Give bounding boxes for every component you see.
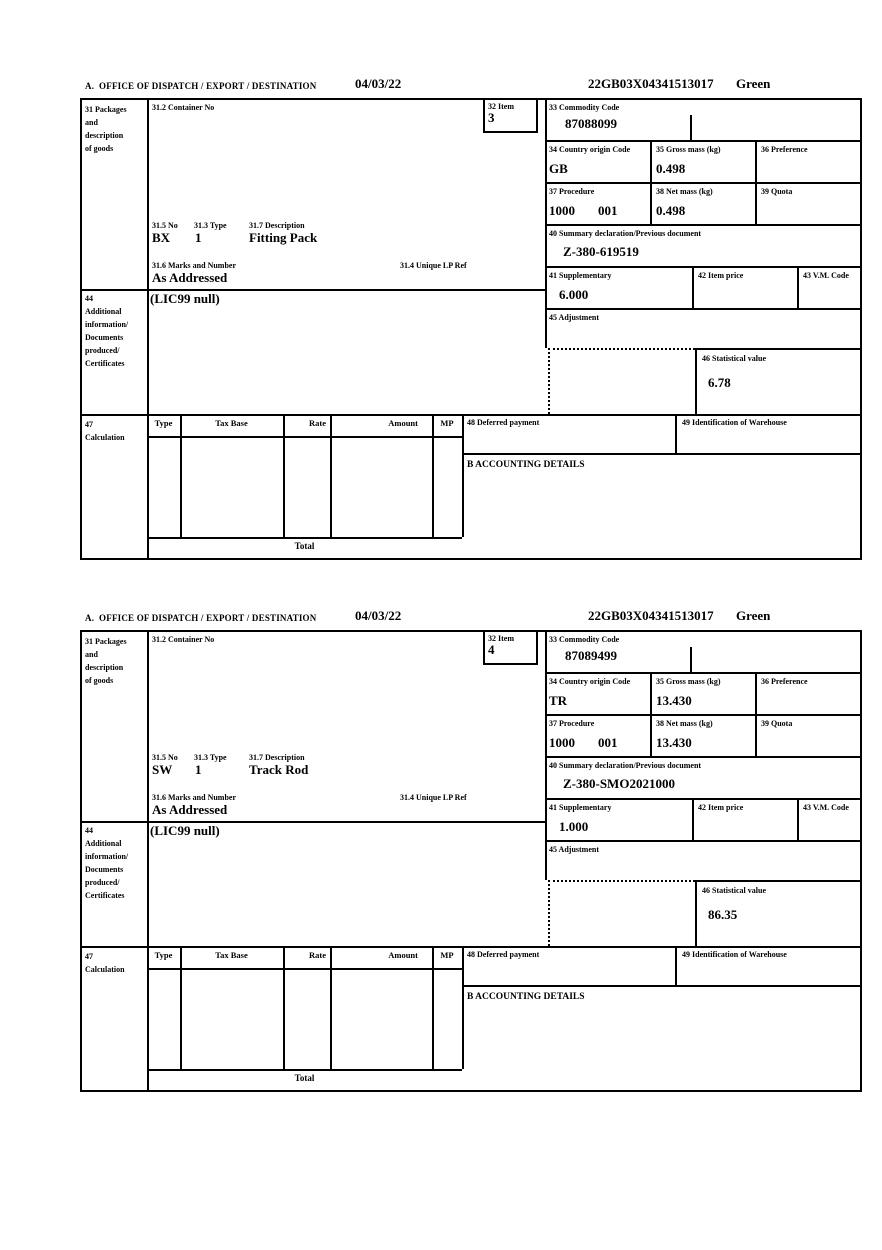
box-31-label-line: and <box>85 118 98 127</box>
calc-total-label: Total <box>294 541 315 551</box>
procedure-value-2: 001 <box>598 735 618 750</box>
calc-col-divider <box>432 946 434 1069</box>
deferred-payment-box <box>462 414 675 455</box>
item-detail-grid <box>80 98 862 560</box>
commodity-code-box <box>545 632 862 674</box>
supplementary-label: 41 Supplementary <box>549 271 612 280</box>
calc-col-divider <box>283 946 285 1069</box>
item-price-box <box>692 268 797 310</box>
calc-col-divider <box>180 414 182 537</box>
calc-col-rate: Rate <box>309 950 326 960</box>
summary-declaration-label: 40 Summary declaration/Previous document <box>549 761 702 770</box>
package-description-label: 31.7 Description <box>249 221 305 230</box>
declaration-date: 04/03/22 <box>355 76 402 91</box>
country-origin-label: 34 Country origin Code <box>549 145 631 154</box>
box-44-label <box>85 824 128 902</box>
box-44-label-line: information/ <box>85 320 129 329</box>
calc-col-type: Type <box>154 418 173 428</box>
country-origin-label: 34 Country origin Code <box>549 677 631 686</box>
container-no-label: 31.2 Container No <box>152 103 215 112</box>
item-number-box <box>483 632 538 665</box>
calc-header-bottom-line <box>147 968 462 970</box>
supplementary-box <box>545 800 692 842</box>
item-number-label: 32 Item <box>488 102 514 111</box>
statistical-value-value: 6.78 <box>708 375 731 390</box>
net-mass-value: 13.430 <box>656 735 692 750</box>
vm-code-box <box>797 800 862 842</box>
package-no-value: BX <box>152 230 171 245</box>
accounting-details-label: B ACCOUNTING DETAILS <box>467 992 585 1002</box>
declaration-date: 04/03/22 <box>355 608 402 623</box>
commodity-code-label: 33 Commodity Code <box>549 103 620 112</box>
net-mass-value: 0.498 <box>656 203 686 218</box>
deferred-payment-label: 48 Deferred payment <box>467 418 540 427</box>
deferred-payment-box <box>462 946 675 987</box>
adjustment-label: 45 Adjustment <box>549 313 600 322</box>
box-31-label-line: 31 Packages <box>85 105 127 114</box>
preference-label: 36 Preference <box>761 145 808 154</box>
calc-col-mp: MP <box>440 950 454 960</box>
procedure-value: 1000 <box>549 735 575 750</box>
commodity-code-subfield-divider <box>690 115 692 142</box>
summary-declaration-box <box>545 226 862 268</box>
dotted-spare-area <box>548 348 695 414</box>
item-price-box <box>692 800 797 842</box>
box-44-label-line: Documents <box>85 333 124 342</box>
net-mass-label: 38 Net mass (kg) <box>656 719 713 728</box>
procedure-value: 1000 <box>549 203 575 218</box>
preference-box <box>755 674 862 716</box>
calc-col-divider <box>283 414 285 537</box>
unique-lp-ref-label: 31.4 Unique LP Ref <box>400 261 467 270</box>
office-of-dispatch-header: A. OFFICE OF DISPATCH / EXPORT / DESTINATION <box>85 81 317 91</box>
procedure-box <box>545 184 650 226</box>
summary-declaration-box <box>545 758 862 800</box>
additional-information-value: (LIC99 null) <box>150 291 220 306</box>
summary-declaration-label: 40 Summary declaration/Previous document <box>549 229 702 238</box>
procedure-box <box>545 716 650 758</box>
vm-code-label: 43 V.M. Code <box>803 803 849 812</box>
office-of-dispatch-header: A. OFFICE OF DISPATCH / EXPORT / DESTINATION <box>85 613 317 623</box>
net-mass-box <box>650 184 755 226</box>
item-price-label: 42 Item price <box>698 803 744 812</box>
gross-mass-label: 35 Gross mass (kg) <box>656 677 721 686</box>
box-44-label-line: Additional <box>85 839 122 848</box>
movement-reference-number: 22GB03X04341513017 <box>588 76 714 91</box>
box-47-label <box>85 418 125 444</box>
label-column-divider <box>147 100 149 558</box>
movement-reference-number: 22GB03X04341513017 <box>588 608 714 623</box>
warehouse-id-box <box>675 414 862 455</box>
box-44-label-line: Documents <box>85 865 124 874</box>
box-31-label <box>85 635 127 687</box>
preference-box <box>755 142 862 184</box>
net-mass-label: 38 Net mass (kg) <box>656 187 713 196</box>
gross-mass-value: 0.498 <box>656 161 686 176</box>
box-47-label <box>85 950 125 976</box>
commodity-code-subfield-divider <box>690 647 692 674</box>
box-44-label-line: Certificates <box>85 359 125 368</box>
package-description-label: 31.7 Description <box>249 753 305 762</box>
statistical-value-box <box>695 880 862 946</box>
commodity-code-label: 33 Commodity Code <box>549 635 620 644</box>
statistical-value-box <box>695 348 862 414</box>
statistical-value-value: 86.35 <box>708 907 738 922</box>
supplementary-value: 6.000 <box>559 287 589 302</box>
calc-col-amount: Amount <box>388 950 418 960</box>
box-44-label-line: 44 <box>85 294 93 303</box>
box-44-label-line: produced/ <box>85 878 120 887</box>
gross-mass-value: 13.430 <box>656 693 692 708</box>
routing-status: Green <box>736 608 771 623</box>
box-44-label-line: information/ <box>85 852 129 861</box>
package-no-value: SW <box>152 762 173 777</box>
dotted-spare-area <box>548 880 695 946</box>
additional-information-value: (LIC99 null) <box>150 823 220 838</box>
vm-code-box <box>797 268 862 310</box>
marks-and-number-label: 31.6 Marks and Number <box>152 261 237 270</box>
package-description-value: Track Rod <box>249 762 309 777</box>
package-description-value: Fitting Pack <box>249 230 318 245</box>
calc-col-rate: Rate <box>309 418 326 428</box>
quota-box <box>755 184 862 226</box>
item-price-label: 42 Item price <box>698 271 744 280</box>
country-origin-box <box>545 674 650 716</box>
quota-label: 39 Quota <box>761 719 793 728</box>
procedure-value-2: 001 <box>598 203 618 218</box>
statistical-value-label: 46 Statistical value <box>702 354 766 363</box>
item-number-value: 4 <box>488 642 495 657</box>
item-number-value: 3 <box>488 110 495 125</box>
calc-body-bottom-line <box>147 537 462 539</box>
marks-and-number-value: As Addressed <box>152 802 228 817</box>
gross-mass-label: 35 Gross mass (kg) <box>656 145 721 154</box>
gross-mass-box <box>650 674 755 716</box>
summary-declaration-value: Z-380-619519 <box>563 244 639 259</box>
declaration-item-section <box>80 608 862 1096</box>
box-47-label-line: Calculation <box>85 965 125 974</box>
calc-col-amount: Amount <box>388 418 418 428</box>
box-47-label-line: 47 <box>85 952 93 961</box>
calc-col-divider <box>180 946 182 1069</box>
container-no-label: 31.2 Container No <box>152 635 215 644</box>
summary-declaration-value: Z-380-SMO2021000 <box>563 776 675 791</box>
supplementary-value: 1.000 <box>559 819 589 834</box>
calc-col-divider <box>432 414 434 537</box>
adjustment-box <box>545 310 862 348</box>
package-type-value: 1 <box>195 230 202 245</box>
statistical-value-label: 46 Statistical value <box>702 886 766 895</box>
marks-and-number-label: 31.6 Marks and Number <box>152 793 237 802</box>
routing-status: Green <box>736 76 771 91</box>
box-31-label-line: description <box>85 663 124 672</box>
box-31-label-line: 31 Packages <box>85 637 127 646</box>
box-44-label-line: produced/ <box>85 346 120 355</box>
supplementary-label: 41 Supplementary <box>549 803 612 812</box>
marks-and-number-value: As Addressed <box>152 270 228 285</box>
calc-col-mp: MP <box>440 418 454 428</box>
quota-label: 39 Quota <box>761 187 793 196</box>
adjustment-box <box>545 842 862 880</box>
box-31-label-line: of goods <box>85 676 114 685</box>
preference-label: 36 Preference <box>761 677 808 686</box>
package-no-label: 31.5 No <box>152 221 178 230</box>
calc-col-tax-base: Tax Base <box>215 418 248 428</box>
package-type-value: 1 <box>195 762 202 777</box>
box-44-label-line: 44 <box>85 826 93 835</box>
calc-col-tax-base: Tax Base <box>215 950 248 960</box>
declaration-item-section <box>80 76 862 564</box>
unique-lp-ref-label: 31.4 Unique LP Ref <box>400 793 467 802</box>
item-number-box <box>483 100 538 133</box>
calc-col-type: Type <box>154 950 173 960</box>
country-origin-value: GB <box>549 161 568 176</box>
box-44-label <box>85 292 128 370</box>
net-mass-box <box>650 716 755 758</box>
adjustment-label: 45 Adjustment <box>549 845 600 854</box>
calc-header-bottom-line <box>147 436 462 438</box>
procedure-label: 37 Procedure <box>549 187 595 196</box>
item-detail-grid <box>80 630 862 1092</box>
country-origin-value: TR <box>549 693 568 708</box>
accounting-details-label: B ACCOUNTING DETAILS <box>467 460 585 470</box>
package-type-label: 31.3 Type <box>194 753 227 762</box>
box-31-label-line: and <box>85 650 98 659</box>
calc-col-divider <box>330 414 332 537</box>
country-origin-box <box>545 142 650 184</box>
box-31-label-line: of goods <box>85 144 114 153</box>
vm-code-label: 43 V.M. Code <box>803 271 849 280</box>
box-44-label-line: Additional <box>85 307 122 316</box>
package-type-label: 31.3 Type <box>194 221 227 230</box>
warehouse-id-label: 49 Identification of Warehouse <box>682 950 787 959</box>
warehouse-id-box <box>675 946 862 987</box>
gross-mass-box <box>650 142 755 184</box>
box-31-label <box>85 103 127 155</box>
deferred-payment-label: 48 Deferred payment <box>467 950 540 959</box>
calc-col-divider <box>330 946 332 1069</box>
warehouse-id-label: 49 Identification of Warehouse <box>682 418 787 427</box>
calc-total-label: Total <box>294 1073 315 1083</box>
commodity-code-value: 87089499 <box>565 648 617 663</box>
supplementary-box <box>545 268 692 310</box>
commodity-code-value: 87088099 <box>565 116 617 131</box>
box-47-label-line: 47 <box>85 420 93 429</box>
commodity-code-box <box>545 100 862 142</box>
box-31-label-line: description <box>85 131 124 140</box>
box-44-label-line: Certificates <box>85 891 125 900</box>
package-no-label: 31.5 No <box>152 753 178 762</box>
quota-box <box>755 716 862 758</box>
label-column-divider <box>147 632 149 1090</box>
calc-body-bottom-line <box>147 1069 462 1071</box>
procedure-label: 37 Procedure <box>549 719 595 728</box>
box-47-label-line: Calculation <box>85 433 125 442</box>
item-number-label: 32 Item <box>488 634 514 643</box>
